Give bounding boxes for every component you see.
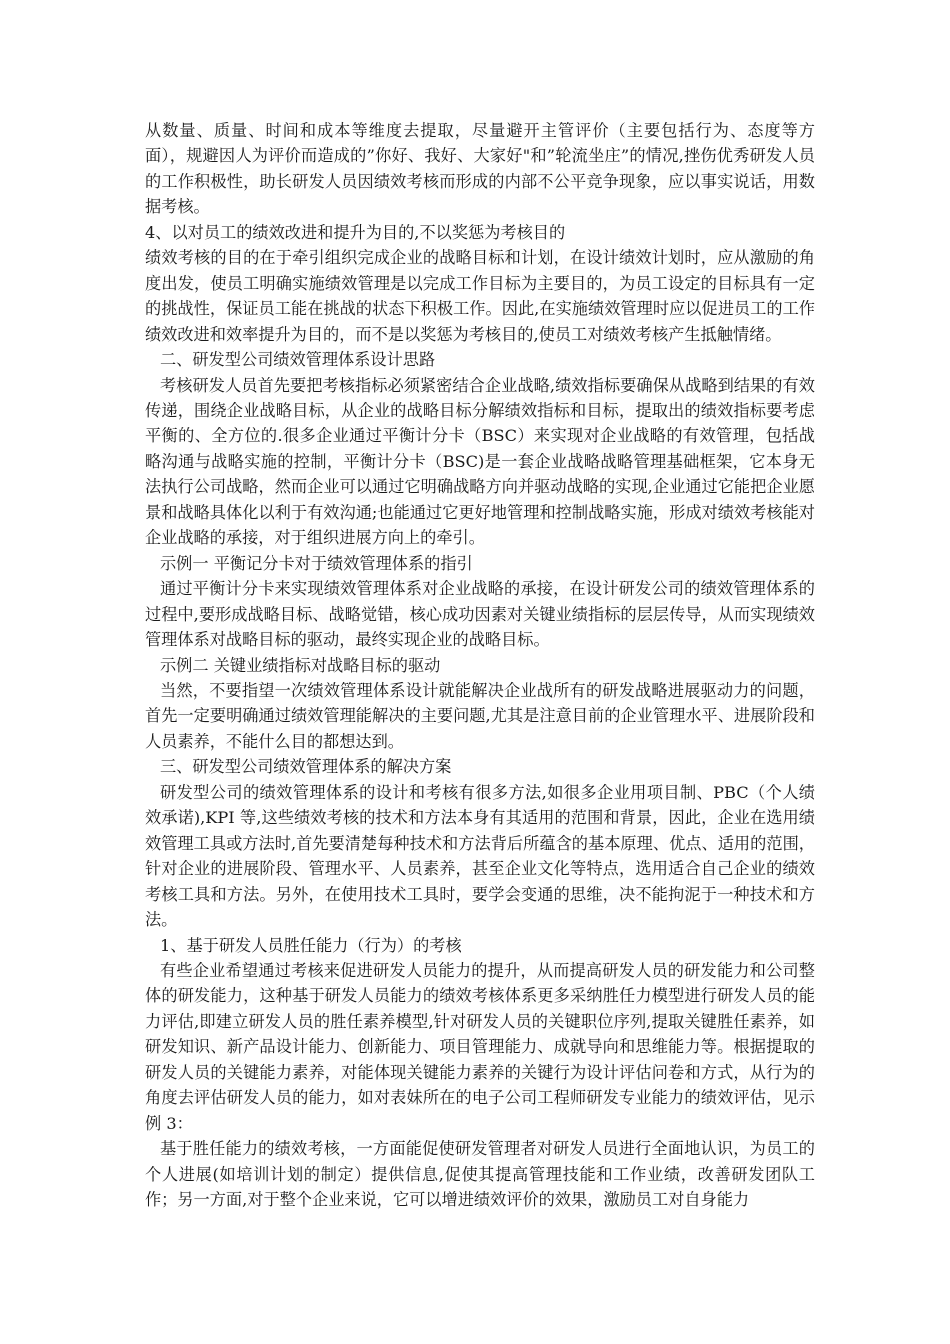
- paragraph-methods: 研发型公司的绩效管理体系的设计和考核有很多方法,如很多企业用项目制、PBC（个人绩效承诺),KPI 等,这些绩效考核的技术和方法本身有其适用的范围和背景，因此，企业在选用绩效管理工具或方法时,首先要清楚每种技术和方法背后所蕴含的基本原理、优点、适用的范围，针对企业的进展阶段、管理水平、人员素养，甚至企业文化等特点，选用适合自己企业的绩效考核工具和方法。另外，在使用技术工具时，要学会变通的思维，决不能拘泥于一种技术和方法。: [145, 782, 815, 930]
- paragraph-competency-benefits: 基于胜任能力的绩效考核，一方面能促使研发管理者对研发人员进行全面地认识，为员工的个人进展(如培训计划的制定）提供信息,促使其提高管理技能和工作业绩，改善研发团队工作；另一方面,对于整个企业来说，它可以增进绩效评价的效果，激励员工对自身能力: [145, 1139, 815, 1210]
- paragraph-realistic-goals: 当然，不要指望一次绩效管理体系设计就能解决企业战所有的研发战略进展驱动力的问题，首先一定要明确通过绩效管理能解决的主要问题,尤其是注意目前的企业管理水平、进展阶段和人员素养，不能什么目的都想达到。: [145, 680, 815, 751]
- heading-example-one: 示例一 平衡记分卡对于绩效管理体系的指引: [160, 553, 473, 573]
- paragraph-competency-model: 有些企业希望通过考核来促进研发人员能力的提升，从而提高研发人员的研发能力和公司整体的研发能力，这种基于研发人员能力的绩效考核体系更多采纳胜任力模型进行研发人员的能力评估,即建立研发人员的胜任素养模型,针对研发人员的关键职位序列,提取关键胜任素养，如研发知识、新产品设计能力、创新能力、项目管理能力、成就导向和思维能力等。根据提取的研发人员的关键能力素养，对能体现关键能力素养的关键行为设计评估问卷和方式，从行为的角度去评估研发人员的能力，如对表妹所在的电子公司工程师研发专业能力的绩效评估，见示例 3：: [145, 960, 815, 1133]
- heading-section-three: 三、研发型公司绩效管理体系的解决方案: [160, 757, 452, 777]
- heading-competency-assessment: 1、基于研发人员胜任能力（行为）的考核: [160, 935, 462, 955]
- heading-example-two: 示例二 关键业绩指标对战略目标的驱动: [160, 655, 441, 675]
- paragraph-strategy-link: 考核研发人员首先要把考核指标必须紧密结合企业战略,绩效指标要确保从战略到结果的有效传递，围绕企业战略目标，从企业的战略目标分解绩效指标和目标，提取出的绩效指标要考虑平衡的、全方位的.很多企业通过平衡计分卡（BSC）来实现对企业战略的有效管理，包括战略沟通与战略实施的控制，平衡计分卡（BSC)是一套企业战略战略管理基础框架，它本身无法执行公司战略，然而企业可以通过它明确战略方向并驱动战略的实现,企业通过它能把企业愿景和战略具体化以利于有效沟通;也能通过它更好地管理和控制战略实施，形成对绩效考核能对企业战略的承接，对于组织进展方向上的牵引。: [145, 375, 815, 548]
- document-body: [145, 118, 815, 1212]
- heading-section-two: 二、研发型公司绩效管理体系设计思路: [160, 350, 436, 370]
- paragraph-evaluation-dimensions: 从数量、质量、时间和成本等维度去提取，尽量避开主管评价（主要包括行为、态度等方面），规避因人为评价而造成的”你好、我好、大家好"和”轮流坐庄”的情况,挫伤优秀研发人员的工作积极性，助长研发人员因绩效考核而形成的内部不公平竞争现象，应以事实说话，用数据考核。: [145, 121, 815, 217]
- paragraph-assessment-purpose: 绩效考核的目的在于牵引组织完成企业的战略目标和计划，在设计绩效计划时，应从激励的角度出发，使员工明确实施绩效管理是以完成工作目标为主要目的，为员工设定的目标具有一定的挑战性，保证员工能在挑战的状态下积极工作。因此,在实施绩效管理时应以促进员工的工作绩效改进和效率提升为目的，而不是以奖惩为考核目的,使员工对绩效考核产生抵触情绪。: [145, 248, 815, 344]
- heading-improvement-goal: 4、以对员工的绩效改进和提升为目的,不以奖惩为考核目的: [145, 222, 566, 242]
- paragraph-bsc-implementation: 通过平衡计分卡来实现绩效管理体系对企业战略的承接，在设计研发公司的绩效管理体系的过程中,要形成战略目标、战略觉错，核心成功因素对关键业绩指标的层层传导，从而实现绩效管理体系对战略目标的驱动，最终实现企业的战略目标。: [145, 579, 815, 650]
